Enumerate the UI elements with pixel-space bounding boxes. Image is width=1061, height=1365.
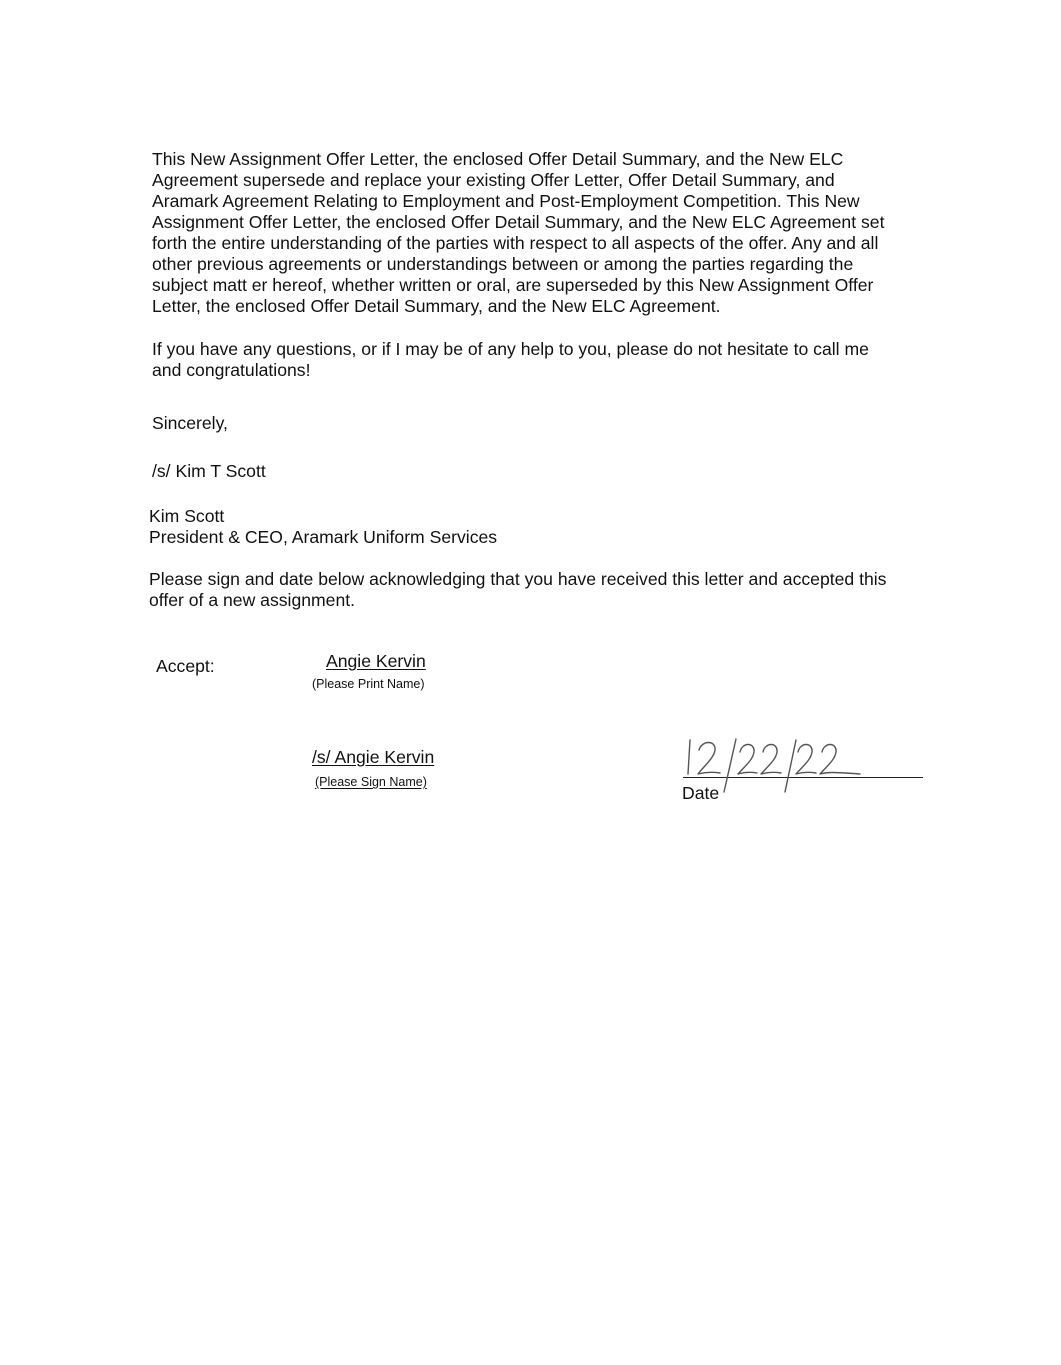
paragraph-line: Please sign and date below acknowledging that you have received this letter and accepted this [149,569,887,589]
paragraph-line: forth the entire understanding of the parties with respect to all aspects of the offer. Any and all [152,233,879,253]
paragraph-line: and congratulations! [152,360,311,380]
accept-label: Accept: [156,656,215,676]
signer-block [149,506,497,548]
paragraph-questions [152,339,869,381]
paragraph-line: Aramark Agreement Relating to Employment and Post-Employment Competition. This New [152,191,860,211]
paragraph-line: offer of a new assignment. [149,590,356,610]
signer-name: Kim Scott [149,506,225,526]
paragraph-line: This New Assignment Offer Letter, the enclosed Offer Detail Summary, and the New ELC [152,149,844,169]
signer-title: President & CEO, Aramark Uniform Services [149,527,498,547]
acknowledgement [149,569,886,611]
sender-signature: /s/ Kim T Scott [152,461,266,481]
paragraph-line: Assignment Offer Letter, the enclosed Offer Detail Summary, and the New ELC Agreement set [152,212,885,232]
sign-name-caption: (Please Sign Name) [315,775,427,789]
sign-name-value: /s/ Angie Kervin [312,747,435,767]
handwritten-date [680,736,880,796]
paragraph-line: subject matt er hereof, whether written or oral, are superseded by this New Assignment Offer [152,275,874,295]
paragraph-line: If you have any questions, or if I may be of any help to you, please do not hesitate to call me [152,339,869,359]
paragraph-supersede [152,149,884,317]
paragraph-line: other previous agreements or understandings between or among the parties regarding the [152,254,854,274]
print-name-caption: (Please Print Name) [312,677,425,691]
closing: Sincerely, [152,413,228,433]
paragraph-line: Letter, the enclosed Offer Detail Summary, and the New ELC Agreement. [152,296,721,316]
date-label: Date [682,783,720,803]
print-name-value: Angie Kervin [326,651,426,671]
paragraph-line: Agreement supersede and replace your existing Offer Letter, Offer Detail Summary, and [152,170,835,190]
